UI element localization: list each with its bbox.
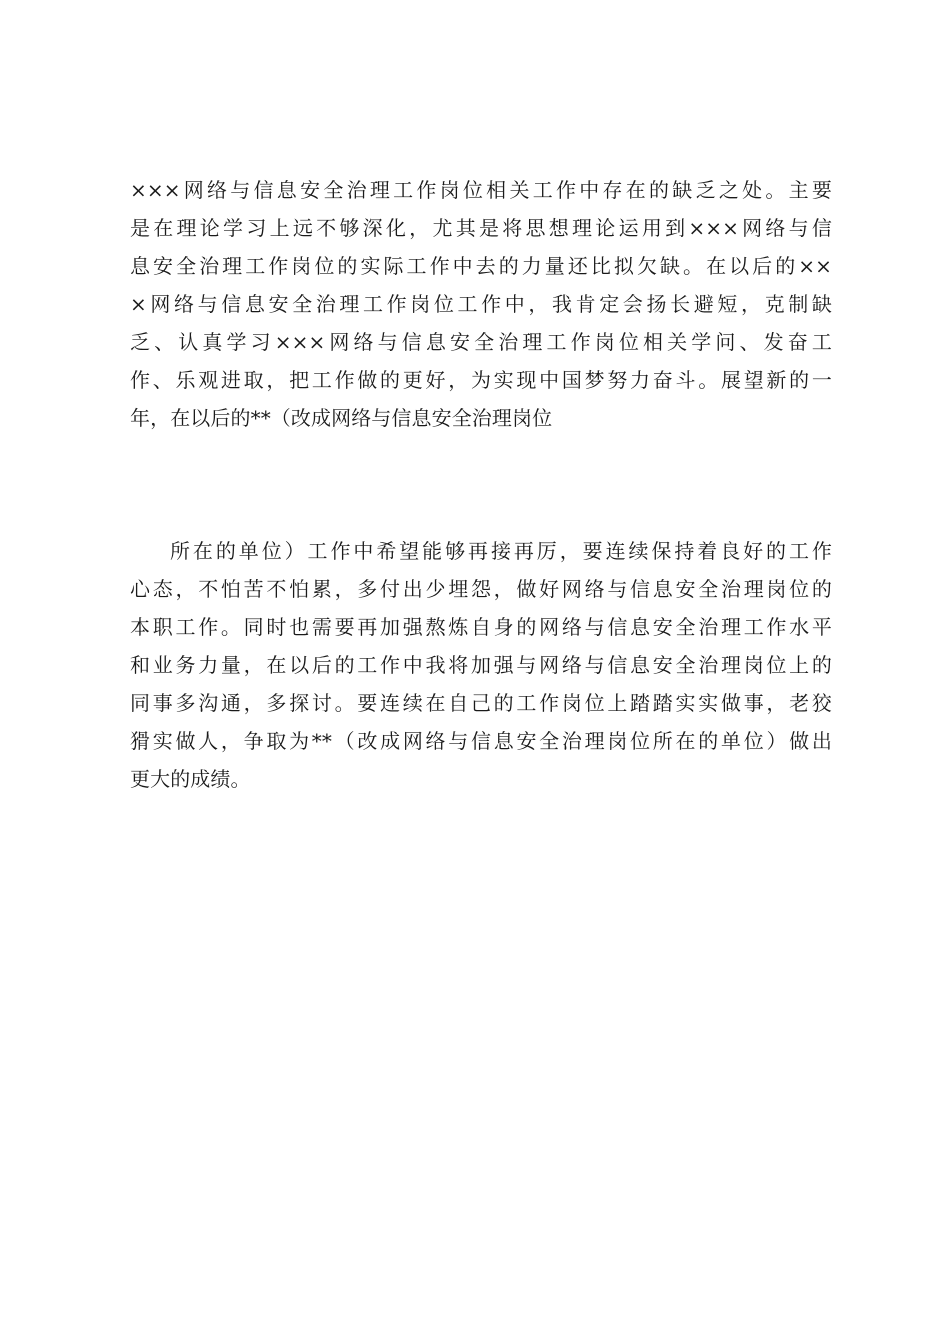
text-line: 息安全治理工作岗位的实际工作中去的力量还比拟欠缺。在以后的××	[130, 254, 832, 278]
text-line: 猾实做人，争取为**（改成网络与信息安全治理岗位所在的单位）做出	[130, 729, 832, 753]
text-line: 作、乐观进取，把工作做的更好，为实现中国梦努力奋斗。展望新的一	[130, 368, 832, 392]
paragraph-1	[130, 171, 832, 437]
text-line: 和业务力量，在以后的工作中我将加强与网络与信息安全治理岗位上的	[130, 653, 832, 677]
text-line: 心态，不怕苦不怕累，多付出少埋怨，做好网络与信息安全治理岗位的	[130, 577, 832, 601]
text-line: 更大的成绩。	[130, 767, 251, 791]
text-line: 所在的单位）工作中希望能够再接再厉，要连续保持着良好的工作	[170, 539, 832, 563]
text-line: 年，在以后的**（改成网络与信息安全治理岗位	[130, 406, 553, 430]
text-line: ×××网络与信息安全治理工作岗位相关工作中存在的缺乏之处。主要	[130, 178, 832, 202]
text-line: 乏、认真学习×××网络与信息安全治理工作岗位相关学问、发奋工	[130, 330, 832, 354]
text-line: ×网络与信息安全治理工作岗位工作中，我肯定会扬长避短，克制缺	[130, 292, 832, 316]
text-line: 本职工作。同时也需要再加强熬炼自身的网络与信息安全治理工作水平	[130, 615, 832, 639]
text-line: 是在理论学习上远不够深化，尤其是将思想理论运用到×××网络与信	[130, 216, 832, 240]
paragraph-2	[130, 532, 832, 798]
text-line: 同事多沟通，多探讨。要连续在自己的工作岗位上踏踏实实做事，老狡	[130, 691, 832, 715]
